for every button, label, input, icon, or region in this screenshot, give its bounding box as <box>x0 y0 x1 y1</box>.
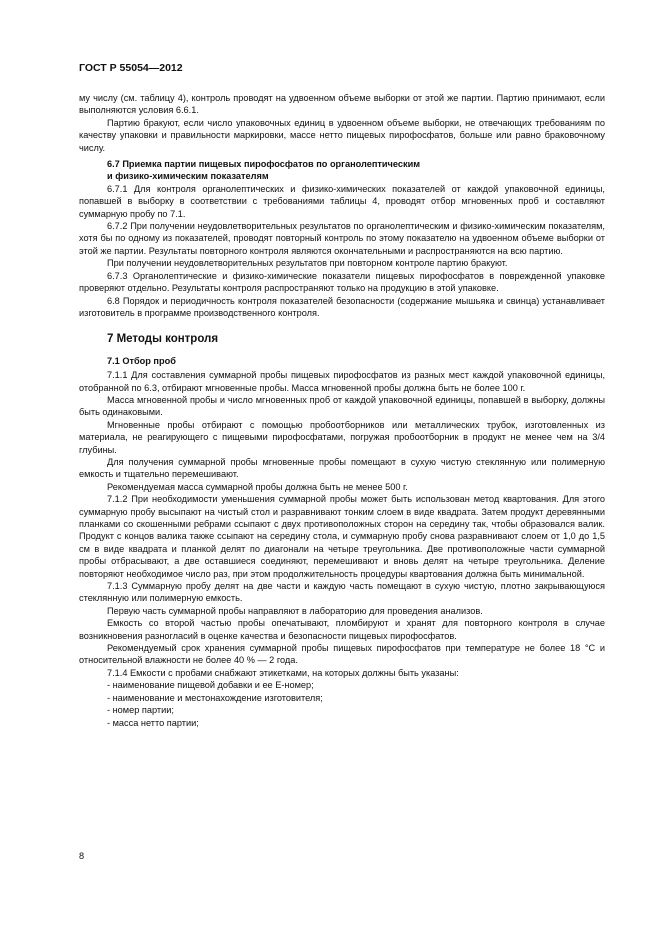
paragraph: Рекомендуемый срок хранения суммарной пробы пищевых пирофосфатов при температуре не более 18 °С и относительной влажности не более 40 % — 2 года. <box>79 643 605 666</box>
paragraph: 6.7.2 При получении неудовлетворительных результатов по органолептическим и физико-химическим показателям, хотя бы по одному из показателей, проводят повторный контроль по этому показателю на удвоенном объеме выборки от этой же партии. Результаты повторного контроля являются окончательными и распространяются на всю партию. <box>79 221 605 256</box>
page-number: 8 <box>79 851 85 861</box>
subsection-heading: 6.7 Приемка партии пищевых пирофосфатов по органолептическим <box>107 159 421 170</box>
paragraph: Масса мгновенной пробы и число мгновенных проб от каждой упаковочной единицы, попавшей в выборку, должны быть одинаковыми. <box>79 394 605 418</box>
paragraph: 6.7.3 Органолептические и физико-химические показатели пищевых пирофосфатов в поврежденной упаковке проверяют отдельно. Результаты контроля распространяют только на продукцию в этой упаковке. <box>79 270 605 294</box>
paragraph: Мгновенные пробы отбирают с помощью пробоотборников или металлических трубок, изготовленных из материала, не реагирующего с пищевыми пирофосфатами, погружая пробоотборник в продукт не менее чем на 3/4 глубины. <box>79 419 605 455</box>
paragraph: 7.1.2 При необходимости уменьшения суммарной пробы может быть использован метод квартования. Для этого суммарную пробу высыпают на чистый стол и разравнивают тонким слоем в виде квадрата. Затем продукт деревянными планками со скошенными ребрами ссыпают с двух противоположных сторон на середину так, чтобы образовался валик. Продукт с концов валика также ссыпают на середину стола, и суммарную пробу снова разравнивают слоем от 1,0 до 1,5 см в виде квадрата и планкой делят по диагонали на четыре треугольника. Две противоположные части суммарной пробы отбрасывают, а две оставшиеся соединяют, перемешивают и вновь делят на четыре треугольника. Деление повторяют необходимое число раз, при этом продолжительность процедуры квартования должна быть минимальной. <box>79 494 605 579</box>
list-item: - масса нетто партии; <box>107 717 199 728</box>
paragraph: му числу (см. таблицу 4), контроль проводят на удвоенном объеме выборки от этой же партии. Партию принимают, если выполняются условия 6.6.1. <box>79 93 605 116</box>
paragraph: 7.1.4 Емкости с пробами снабжают этикетками, на которых должны быть указаны: <box>107 667 459 678</box>
document-header: ГОСТ Р 55054—2012 <box>79 62 183 74</box>
subsection-heading-continued: и физико-химическим показателям <box>107 171 269 182</box>
paragraph: Рекомендуемая масса суммарной пробы должна быть не менее 500 г. <box>107 481 408 492</box>
paragraph: 7.1.3 Суммарную пробу делят на две части и каждую часть помещают в сухую чистую, плотно закрывающуюся стеклянную или полимерную емкость. <box>79 581 605 604</box>
paragraph: Партию бракуют, если число упаковочных единиц в удвоенном объеме выборки, не отвечающих требованиям по качеству упаковки и правильности маркировки, массе нетто пищевых пирофосфатов, больше или равно браковочному числу. <box>79 117 605 153</box>
paragraph: Первую часть суммарной пробы направляют в лабораторию для проведения анализов. <box>107 605 483 616</box>
paragraph: 6.8 Порядок и периодичность контроля показателей безопасности (содержание мышьяка и свинца) устанавливает изготовитель в программе производственного контроля. <box>79 295 605 318</box>
paragraph: При получении неудовлетворительных результатов при повторном контроле партию бракуют. <box>107 258 508 269</box>
section-heading: 7 Методы контроля <box>107 333 219 346</box>
paragraph: Для получения суммарной пробы мгновенные пробы помещают в сухую чистую стеклянную или полимерную емкость и тщательно перемешивают. <box>79 456 605 480</box>
paragraph: Емкость со второй частью пробы опечатывают, пломбируют и хранят для повторного контроля в случае возникновения разногласий в оценке качества и безопасности пищевых пирофосфатов. <box>79 618 605 641</box>
paragraph: 7.1.1 Для составления суммарной пробы пищевых пирофосфатов из разных мест каждой упаковочной единицы, отобранной по 6.3, отбирают мгновенные пробы. Масса мгновенной пробы должна быть не более 100 г. <box>79 370 605 393</box>
paragraph: 6.7.1 Для контроля органолептических и физико-химических показателей от каждой упаковочной единицы, попавшей в выборку в соответствии с требованиями таблицы 4, проводят отбор мгновенных проб и составляют суммарную пробу по 7.1. <box>79 183 605 219</box>
list-item: - номер партии; <box>107 705 174 716</box>
page-body <box>79 92 605 729</box>
subsection-heading: 7.1 Отбор проб <box>107 355 176 366</box>
list-item: - наименование и местонахождение изготовителя; <box>107 692 323 703</box>
list-item: - наименование пищевой добавки и ее Е-номер; <box>107 680 314 691</box>
